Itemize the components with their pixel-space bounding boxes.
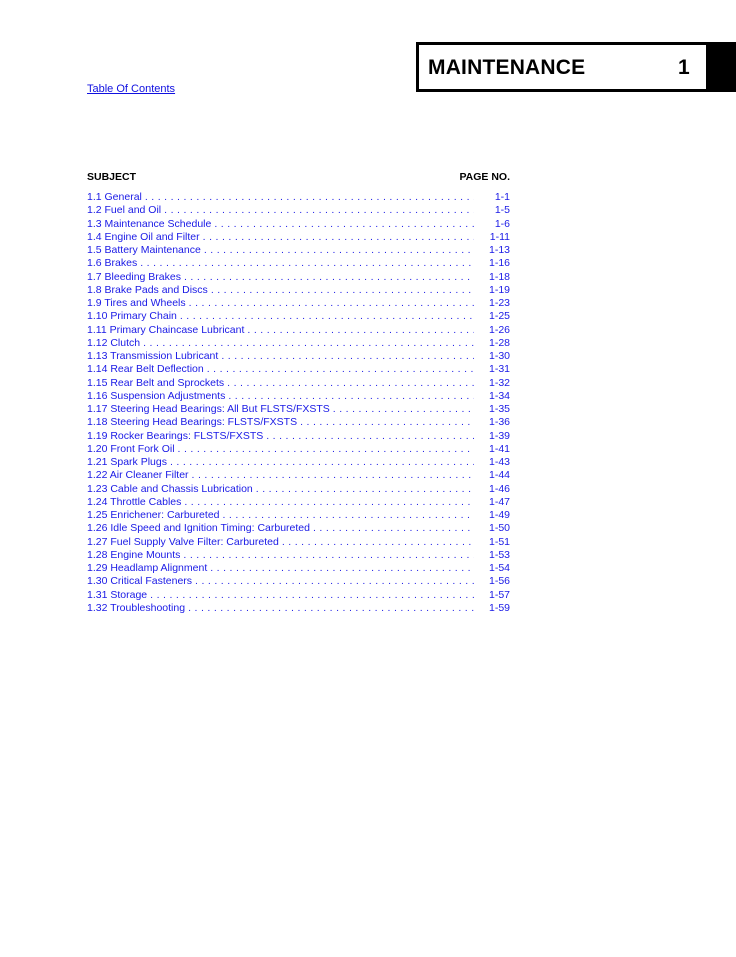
toc-entry-page[interactable]: 1-31 [488,363,510,376]
toc-entry-subject[interactable]: 1.22 Air Cleaner Filter [87,469,189,482]
chapter-title: MAINTENANCE [428,56,586,79]
toc-entry[interactable] [87,430,510,443]
toc-entry[interactable] [87,231,510,244]
table-of-contents-link[interactable]: Table Of Contents [87,83,176,95]
dot-leader [183,549,474,562]
toc-entry-subject[interactable]: 1.14 Rear Belt Deflection [87,363,204,376]
toc-entry-subject[interactable]: 1.18 Steering Head Bearings: FLSTS/FXSTS [87,416,298,429]
toc-entry-page[interactable]: 1-54 [488,562,510,574]
toc-header [87,171,510,184]
toc-entry-page[interactable]: 1-16 [488,257,510,270]
toc-entry[interactable] [87,549,510,562]
toc-entry[interactable] [87,244,510,257]
toc-entry-subject[interactable]: 1.27 Fuel Supply Valve Filter: Carbureted [87,535,279,548]
toc-entry-page[interactable]: 1-51 [488,535,510,548]
toc-entry-subject[interactable]: 1.2 Fuel and Oil [87,204,162,217]
toc-entry-page[interactable]: 1-32 [488,376,510,389]
dot-leader [170,456,474,469]
toc-entry[interactable] [87,469,510,482]
dot-leader [140,257,474,270]
toc-entry-subject[interactable]: 1.9 Tires and Wheels [87,297,186,309]
toc-entry[interactable] [87,297,510,310]
toc-entry[interactable] [87,536,510,549]
toc-entry-subject[interactable]: 1.30 Critical Fasteners [87,575,193,588]
toc-entry[interactable] [87,562,510,575]
toc-entry[interactable] [87,496,510,509]
dot-leader [256,483,474,496]
toc-entry-page[interactable]: 1-59 [488,601,510,614]
chapter-thumb-tab [706,42,736,92]
dot-leader [266,430,474,443]
toc-entry-subject[interactable]: 1.24 Throttle Cables [87,495,182,508]
toc-entry-subject[interactable]: 1.28 Engine Mounts [87,548,181,561]
dot-leader [204,244,474,257]
chapter-header [416,42,736,92]
toc-entry[interactable] [87,390,510,403]
dot-leader [221,350,474,363]
dot-leader [195,575,474,588]
dot-leader [214,218,474,231]
toc-entry-subject[interactable]: 1.3 Maintenance Schedule [87,217,212,230]
toc-entry-page[interactable]: 1-57 [488,588,510,601]
toc-entry-subject[interactable]: 1.31 Storage [87,588,148,601]
toc-entry-page[interactable]: 1-1 [494,191,510,203]
toc-entry[interactable] [87,602,510,615]
toc-entry-page[interactable]: 1-47 [488,495,510,508]
toc-entry-subject[interactable]: 1.25 Enrichener: Carbureted [87,509,220,521]
dot-leader [184,496,474,509]
toc-entry-page[interactable]: 1-56 [488,575,510,588]
toc-entry[interactable] [87,284,510,297]
toc-entry-page[interactable]: 1-39 [488,429,510,442]
dot-leader [203,231,474,244]
dot-leader [223,509,475,522]
toc-entry[interactable] [87,443,510,456]
toc-entry[interactable] [87,403,510,416]
dot-leader [150,589,474,602]
toc-entry-page[interactable]: 1-49 [488,509,510,521]
toc-entry-page[interactable]: 1-25 [488,310,510,323]
toc-entry-subject[interactable]: 1.7 Bleeding Brakes [87,270,181,283]
toc-entry-subject[interactable]: 1.29 Headlamp Alignment [87,562,208,574]
toc-entry-subject[interactable]: 1.23 Cable and Chassis Lubrication [87,482,253,495]
dot-leader [189,297,474,310]
toc-entry-page[interactable]: 1-5 [494,204,510,217]
toc-entry-page[interactable]: 1-18 [488,270,510,283]
dot-leader [228,390,474,403]
toc-entry[interactable] [87,218,510,231]
toc-entry[interactable] [87,416,510,429]
toc-entry-subject[interactable]: 1.10 Primary Chain [87,310,177,323]
toc-entry-page[interactable]: 1-13 [488,244,510,256]
toc-entry[interactable] [87,377,510,390]
toc-entry-page[interactable]: 1-35 [488,403,510,415]
chapter-contents [87,171,510,615]
toc-entry[interactable] [87,337,510,350]
toc-entry-subject[interactable]: 1.21 Spark Plugs [87,456,167,468]
toc-entry-subject[interactable]: 1.19 Rocker Bearings: FLSTS/FXSTS [87,429,264,442]
toc-entry-page[interactable]: 1-34 [488,389,510,402]
toc-entry-page[interactable]: 1-46 [488,482,510,495]
toc-entry-subject[interactable]: 1.13 Transmission Lubricant [87,350,219,362]
toc-entry-subject[interactable]: 1.15 Rear Belt and Sprockets [87,376,225,389]
toc-entry-page[interactable]: 1-41 [488,442,510,455]
toc-entry[interactable] [87,363,510,376]
toc-entry-page[interactable]: 1-19 [488,283,510,296]
toc-entry-subject[interactable]: 1.20 Front Fork Oil [87,442,175,455]
dot-leader [333,403,474,416]
dot-leader [313,522,474,535]
dot-leader [145,191,474,204]
dot-leader [300,416,474,429]
dot-leader [164,204,474,217]
toc-entry-page[interactable]: 1-28 [488,336,510,349]
toc-entry-page[interactable]: 1-50 [488,522,510,535]
dot-leader [211,284,474,297]
toc-entry[interactable] [87,589,510,602]
dot-leader [188,602,474,615]
toc-entry[interactable] [87,271,510,284]
dot-leader [192,469,474,482]
toc-entry-subject[interactable]: 1.6 Brakes [87,257,138,270]
dot-leader [210,562,474,575]
toc-entry[interactable] [87,324,510,337]
toc-entry-page[interactable]: 1-36 [488,416,510,429]
toc-entry[interactable] [87,350,510,363]
toc-entry[interactable] [87,509,510,522]
dot-leader [282,536,474,549]
toc-entry-subject[interactable]: 1.32 Troubleshooting [87,601,186,614]
toc-entry-page[interactable]: 1-53 [488,548,510,561]
toc-entry-page[interactable]: 1-44 [488,469,510,482]
toc-entry-subject[interactable]: 1.8 Brake Pads and Discs [87,283,208,296]
toc-entry[interactable] [87,191,510,204]
toc-entry-page[interactable]: 1-11 [489,230,510,243]
toc-entry-subject[interactable]: 1.1 General [87,191,142,203]
toc-entry-page[interactable]: 1-30 [488,350,510,362]
toc-entry[interactable] [87,483,510,496]
toc-entry-page[interactable]: 1-43 [488,456,510,468]
dot-leader [247,324,474,337]
dot-leader [227,377,474,390]
toc-entry-subject[interactable]: 1.26 Idle Speed and Ignition Timing: Carbureted [87,522,310,535]
dot-leader [207,363,474,376]
toc-entry[interactable] [87,204,510,217]
toc-entry-subject[interactable]: 1.17 Steering Head Bearings: All But FLSTS/FXSTS [87,403,330,415]
toc-list [87,191,510,615]
toc-entry[interactable] [87,257,510,270]
toc-entry-page[interactable]: 1-6 [494,217,510,230]
toc-entry-subject[interactable]: 1.5 Battery Maintenance [87,244,201,256]
toc-entry-page[interactable]: 1-23 [488,297,510,309]
dot-leader [180,310,474,323]
dot-leader [184,271,474,284]
dot-leader [143,337,474,350]
toc-entry[interactable] [87,522,510,535]
toc-entry-page[interactable]: 1-26 [488,323,510,336]
toc-entry-subject[interactable]: 1.4 Engine Oil and Filter [87,230,200,243]
toc-entry[interactable] [87,310,510,323]
page-column-header: PAGE NO. [459,171,510,183]
toc-entry-subject[interactable]: 1.12 Clutch [87,336,141,349]
toc-entry-subject[interactable]: 1.11 Primary Chaincase Lubricant [87,323,245,336]
toc-entry[interactable] [87,456,510,469]
dot-leader [178,443,474,456]
toc-entry[interactable] [87,575,510,588]
subject-column-header: SUBJECT [87,171,137,183]
chapter-number: 1 [678,56,690,79]
toc-entry-subject[interactable]: 1.16 Suspension Adjustments [87,389,226,402]
